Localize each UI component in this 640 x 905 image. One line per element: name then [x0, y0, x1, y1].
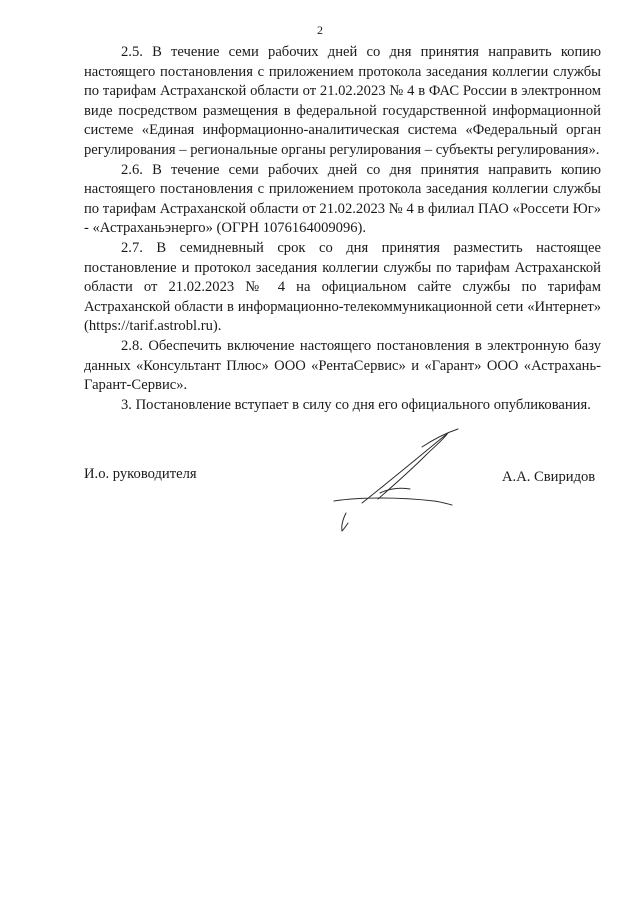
signer-title: И.о. руководителя — [84, 466, 197, 482]
paragraph-2-8: 2.8. Обеспечить включение настоящего постановления в электронную базу данных «Консультант Плюс» ООО «РентаСервис» и «Гарант» ООО «Астрахань-Гарант-Сервис». — [84, 337, 601, 394]
paragraph-2-6: 2.6. В течение семи рабочих дней со дня принятия направить копию настоящего постановления с приложением протокола заседания коллегии службы по тарифам Астраханской области от 21.02.2023 № 4 в филиал ПАО «Россети Юг» - «Астраханьэнерго» (ОГРН 1076164009096). — [84, 161, 601, 237]
paragraph-2-5: 2.5. В течение семи рабочих дней со дня принятия направить копию настоящего постановления с приложением протокола заседания коллегии службы по тарифам Астраханской области от 21.02.2023 № 4 в ФАС России в электронном виде посредством размещения в федеральной государственной информационной системе «Единая информационно-аналитическая система «Федеральный орган регулирования – региональные органы регулирования – субъекты регулирования». — [84, 44, 601, 158]
page-number: 2 — [317, 23, 323, 37]
signature-stroke-hook — [342, 513, 348, 531]
signature-stroke-tail — [380, 488, 410, 493]
signer-name: А.А. Свиридов — [502, 469, 596, 485]
signature-stroke-upper — [422, 429, 458, 447]
handwritten-signature — [330, 425, 470, 540]
paragraph-2-7: 2.7. В семидневный срок со дня принятия разместить настоящее постановление и протокол заседания коллегии службы по тарифам Астраханской области от 21.02.2023 № 4 на официальном сайте службы по тарифам Астраханской области в информационно-телекоммуникационной сети «Интернет» (https://tarif.astrobl.ru). — [84, 239, 601, 335]
signature-stroke-underline — [334, 498, 452, 505]
paragraph-3: 3. Постановление вступает в силу со дня его официального опубликования. — [121, 396, 591, 413]
document-body — [84, 43, 601, 415]
signature-stroke-main — [362, 433, 448, 503]
